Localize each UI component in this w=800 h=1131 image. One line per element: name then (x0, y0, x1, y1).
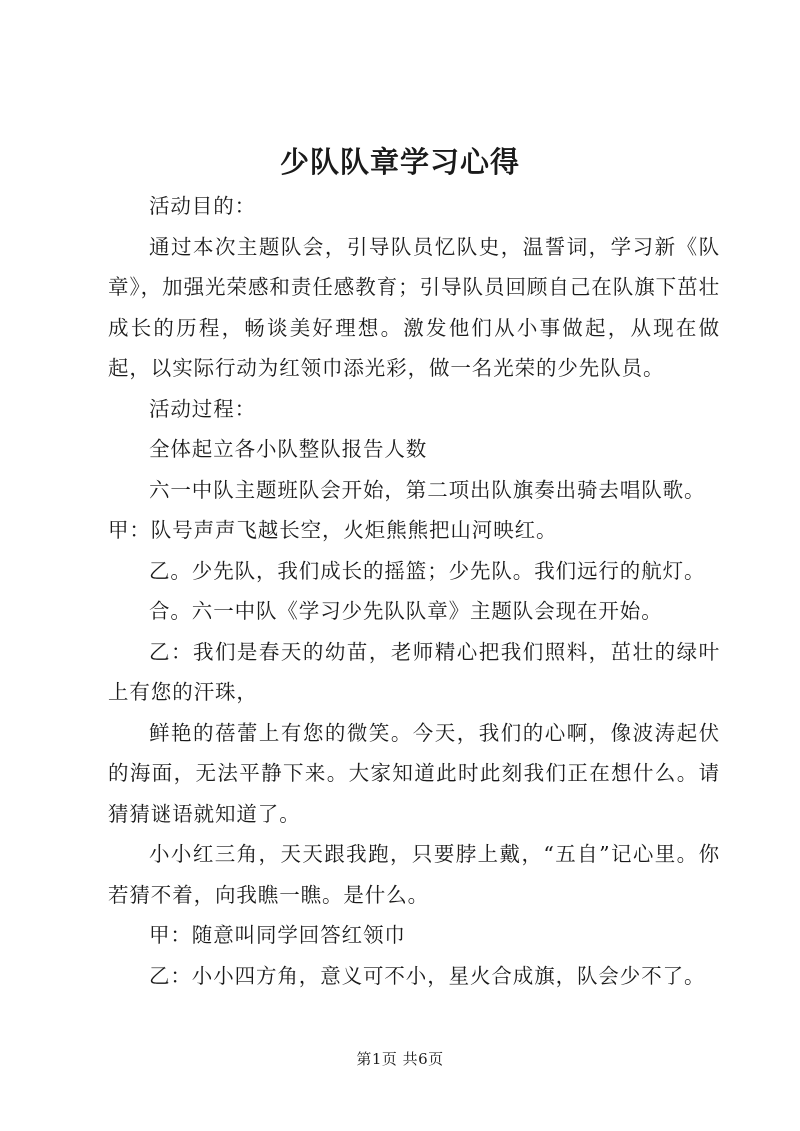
page-footer: 第1页 共6页 (356, 1050, 444, 1068)
paragraph-process-heading: 活动过程： (149, 396, 256, 421)
paragraph-dialogue: 甲：队号声声飞越长空，火炬熊熊把山河映红。 (108, 518, 558, 542)
paragraph-process-step: 全体起立各小队整队报告人数 (149, 437, 428, 461)
paragraph-dialogue: 鲜艳的蓓蕾上有您的微笑。今天，我们的心啊，像波涛起伏的海面，无法平静下来。大家知道此时此刻我们正在想什么。请猜猜谜语就知道了。 (108, 720, 720, 826)
paragraph-dialogue: 乙：小小四方角，意义可不小，星火合成旗，队会少不了。 (149, 963, 706, 988)
paragraph-dialogue: 乙：我们是春天的幼苗，老师精心把我们照料，茁壮的绿叶上有您的汗珠， (108, 639, 720, 704)
paragraph-process-step: 六一中队主题班队会开始，第二项出队旗奏出骑去唱队歌。 (149, 477, 706, 502)
paragraph-riddle: 小小红三角，天天跟我跑，只要脖上戴，“五自”记心里。你若猜不着，向我瞧一瞧。是什么。 (108, 842, 720, 907)
paragraph-dialogue: 甲：随意叫同学回答红领巾 (149, 923, 406, 947)
document-title: 少队队章学习心得 (279, 145, 520, 179)
paragraph-goal-heading: 活动目的： (149, 194, 256, 218)
paragraph-goal-text: 通过本次主题队会，引导队员忆队史，温誓词，学习新《队章》，加强光荣感和责任感教育；引导队员回顾自己在队旗下茁壮成长的历程，畅谈美好理想。激发他们从小事做起，从现在做起，以实际行动为红领巾添光彩，做一名光荣的少先队员。 (108, 234, 720, 380)
paragraph-dialogue: 乙。少先队，我们成长的摇篮；少先队。我们远行的航灯。 (149, 558, 706, 583)
document-body (108, 186, 720, 996)
paragraph-dialogue: 合。六一中队《学习少先队队章》主题队会现在开始。 (149, 599, 663, 623)
